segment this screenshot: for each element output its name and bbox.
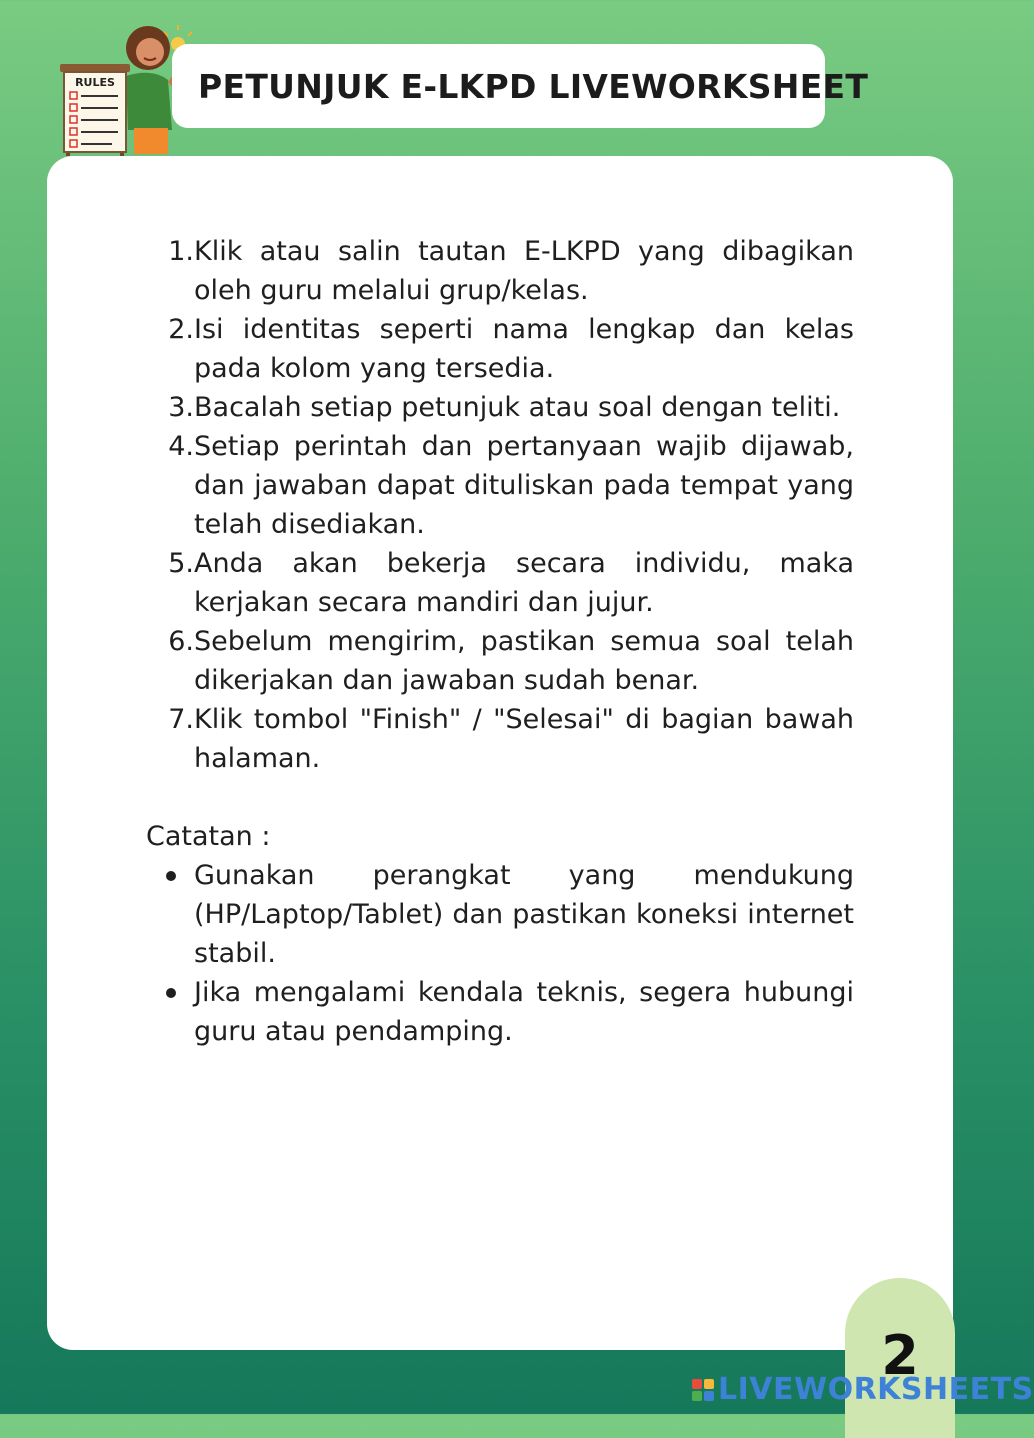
svg-text:RULES: RULES [75,76,115,89]
instruction-step: 6. Sebelum mengirim, pastikan semua soal telah dikerjakan dan jawaban sudah benar. [168,626,854,696]
page-title: PETUNJUK E-LKPD LIVEWORKSHEET [198,66,869,106]
notes-label: Catatan : [146,821,271,852]
instruction-step: 4. Setiap perintah dan pertanyaan wajib dijawab, dan jawaban dapat dituliskan pada tempat yang telah disediakan. [168,431,854,540]
instructions-content [146,232,854,1051]
instruction-steps-list [146,232,854,778]
instruction-step: 2. Isi identitas seperti nama lengkap dan kelas pada kolom yang tersedia. [168,314,854,384]
title-banner [172,44,869,128]
instruction-step: 1. Klik atau salin tautan E-LKPD yang dibagikan oleh guru melalui grup/kelas. [168,236,854,306]
instruction-step: 5. Anda akan bekerja secara individu, maka kerjakan secara mandiri dan jujur. [168,548,854,618]
liveworksheets-logo-icon [692,1379,714,1401]
watermark-text: LIVEWORKSHEETS [718,1372,1034,1407]
notes-list [146,856,854,1051]
page-number: 2 [881,1324,919,1387]
liveworksheets-watermark [692,1372,1034,1408]
note-item: Gunakan perangkat yang mendukung (HP/Laptop/Tablet) dan pastikan koneksi internet stabil. [146,856,854,973]
note-item: Jika mengalami kendala teknis, segera hubungi guru atau pendamping. [146,973,854,1051]
instruction-step: 3. Bacalah setiap petunjuk atau soal dengan teliti. [168,392,841,423]
bullet-icon [166,871,176,881]
bullet-icon [166,988,176,998]
instruction-step: 7. Klik tombol "Finish" / "Selesai" di bagian bawah halaman. [168,704,854,774]
